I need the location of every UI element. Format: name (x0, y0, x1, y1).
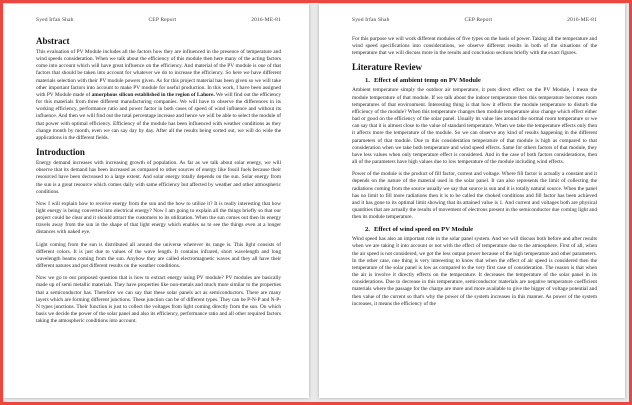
header-author: Syed Irfan Shah (352, 17, 390, 23)
wind-speed-paragraph-1: Wind speed has also an important role in the solar panel system. And we will discuss both before and after results when we are taking it into account or not with the effect of temperature due to the atmosphere. First of all, when the air speed is not considered, we got the less output power because of the high temperature and other parameters. In the other case, one thing is very interesting to know that when the effect of air speed is considered then the temperature of the solar panel is low as compared to the very first case of consideration. The reason is that when the air is involve it directly effects on the temperature. It decreases the temperature of the solar panel in its considerations. Due to decrease in this temperature, semiconductor materials are negative temperature coefficient materials where the passage for the charge are more and more available to give the bigger of voltage potential and then value of the current so that's why the power of the system increases in this manner. As power of the system increases, it means the efficiency of the (352, 236, 597, 307)
header-author: Syed Irfan Shah (36, 17, 74, 23)
header-report-title: CEP Report (464, 17, 493, 23)
subheading-ambient-temp (365, 77, 597, 84)
header-report-title: CEP Report (148, 17, 177, 23)
purpose-paragraph: For this purpose we will work different modules of five types on the basis of power. Taking all the temperature and wind speed specifications into considerations, we observe different results in both of the situations of the temperature that we will discuss more in the results and conclusion sections briefly with the exact figures. (352, 36, 597, 57)
abstract-text-post: We will find out the efficiency for this materials from three different manufacturing companies. We will have to observe the differences in its working efficiency, performance ratio and power factor in both cases of speed of wind influence and without its influence. And then we will find out the total percentage increase and hence we will be able to select the module of that power with optimal efficiency. Efficiency of the module has been influenced with weather conditions as they change month by month, even we can say day by day. After all the results being sorted out, we will do wide the applications in the different fields. (36, 91, 282, 141)
header-roll-number: 2016-ME-81 (251, 17, 281, 23)
ambient-temp-paragraph-1: Ambient temperature simply the outdoor air temperature, it puts direct effect on the PV Module, I mean the module temperature of that module. If we talk about the indoor temperature then this temperature becomes room temperatures of that environment. Interesting thing is that how it effects the module temperature to disturb the efficiency of the module? When this temperature changes then module temperature also change which effect either bad or good on the efficiency of the solar panel. Usually its value lies around the normal room temperature or we can say that it is almost close to the value of standard temperature. When we take the temperature effects only then it affects more the temperature of the module. So we can observe any kind of results happening in the different parameters of that module. Due to this consideration temperature of that module is high as compared to that consideration when we take both temperature and wind speed effects. Same for others factors of that module, they have less values when only temperature effect is considered. And in the case of both factors considerations, then all of the parameters have high values due to low temperature of the module including wind effects. (352, 87, 597, 166)
abstract-bold-phrase: amorphous silicon established in the region of Lahore. (91, 91, 215, 98)
document-page-left (3, 4, 309, 398)
ambient-temp-paragraph-2: Power of the module is the product of fill factor, current and voltage. Where fill factor is actually a constant and it depends on the nature of the material used in the solar panel. It can also represents the limit of collecting the radiations coming from the source usually we say that source is sun and it is totally natural source. When the panel has no limit to fill more radiations then it is to be called the choked conditions and fill factor has been achieved and it has gone to its optimal limit showing that its attained value is 1. And current and voltages both are physical quantities that are actually the results of movement of electrons present in the semiconductor due coming light and then its module temperature. (352, 171, 597, 221)
introduction-paragraph-4: Now we go to our proposed question that is how to extract energy using PV module? PV modules are basically made up of semi metallic materials. They have properties like non-metals and much more similar to the properties that a semiconductor has. Therefore we can say that these solar panels act as semiconductors. There are many layers which are forming different junctions. These junction can be of different types. They can be P-N-P and N-P-N types junctions. Their function is just to collect the voltages from light coming directly from the sun. On which basis we decide the power of the solar panel and also its efficiency, performance ratio and all other required factors taking the atmospheric conditions into account. (36, 275, 281, 325)
literature-review-heading: Literature Review (352, 62, 423, 73)
introduction-paragraph-1: Energy demand increases with increasing growth of population. As far as we talk about solar energy, we will observe that its demand has been increased as compared to other sources of energy like fossil fuels because their resourced have been decreased to a large extent. And solar energy totally depends on the sun. Solar energy from the sun is a great resource which comes daily with same efficiency but affected by weather and other atmospheric conditions. (36, 160, 281, 195)
abstract-paragraph (36, 49, 281, 142)
introduction-paragraph-2: Now I will explain how to receive energy from the sun and the how to utilize it? It is really interesting that how light energy is being converted into electrical energy? Now I am going to explain all the things briefly so that our project could be clear and it should attract the customers to its utilization. When the sun comes out then its energy travels away from the sun in the shape of that light energy which enables us to see the things even at a longer distances with naked eye. (36, 200, 281, 236)
subheading-wind-speed (365, 226, 597, 233)
abstract-text-pre: This evaluation of PV Module includes all the factors how they are influenced in the presence of temperature and wind speeds consideration. When we talk about the efficiency of this module then here many of the acting factors come into account which will have great influence on the efficiency. And material of the PV module is one of that factors that should be taken into account for whatever we do to increase the efficiency. So here we have different materials selection with their PV module powers given. As for this project material has been given so we will take other important factors into account to make PV module for useful production. In this work, I have been assigned with PV Module made of (36, 49, 281, 98)
page-header (352, 17, 597, 23)
subheading-number: 1. (365, 77, 370, 85)
introduction-paragraph-3: Light coming from the sun is distributed all around the universe wherever its range is. This light consists of different colors. It is just due to values of the wave length. It contains infrared, short wavelength and long wavelength beams coming from the sun. Anyhow they are called electromagnetic waves and they all have their different natures and put different results on the weather conditions. (36, 241, 281, 270)
subheading-number: 2. (365, 226, 370, 234)
document-page-right (319, 4, 625, 398)
subheading-label: Effect of wind speed on PV Module (373, 226, 474, 234)
subheading-label: Effect of ambient temp on PV Module (373, 77, 481, 85)
page-header (36, 17, 281, 23)
header-roll-number: 2016-ME-81 (567, 17, 597, 23)
introduction-heading: Introduction (36, 147, 85, 158)
abstract-heading: Abstract (36, 36, 70, 46)
